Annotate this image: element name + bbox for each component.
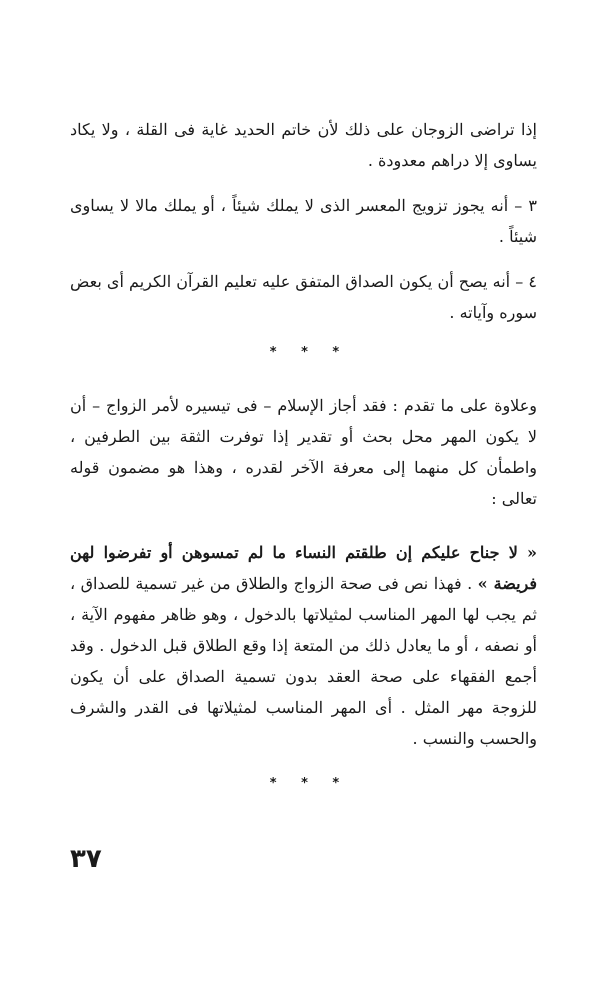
paragraph-point-4: ٤ – أنه يصح أن يكون الصداق المتفق عليه تعليم القرآن الكريم أى بعض سوره وآياته . — [70, 272, 537, 322]
verse-commentary: . فهذا نص فى صحة الزواج والطلاق من غير تسمية للصداق ، ثم يجب لها المهر المناسب لمثيلاتها بالدخول ، وهو ظاهر مفهوم الآية ، أو نصفه ، أو ما يعادل ذلك من المتعة إذا وقع الطلاق قبل الدخول . وقد أجمع الفقهاء على صحة العقد بدون تسمية الصداق على أن يكون للزوجة مهر المثل . أى المهر المناسب لمثيلاتها فى القدر والشرف والحسب والنسب . — [70, 574, 537, 748]
quran-quote: « لا جناح عليكم إن طلقتم النساء ما لم تمسوهن أو تفرضوا لهن فريضة » — [70, 543, 538, 593]
section-separator-end: * * * — [269, 776, 350, 791]
paragraph-point-3: ٣ – أنه يجوز تزويج المعسر الذى لا يملك شيئاً ، أو يملك مالا لا يساوى شيئاً . — [70, 196, 537, 246]
page-number: ٣٧ — [70, 844, 102, 874]
paragraph-continued: إذا تراضى الزوجان على ذلك لأن خاتم الحديد غاية فى القلة ، ولا يكاد يساوى إلا دراهم معدودة . — [70, 120, 537, 170]
section-separator: * * * — [269, 345, 350, 360]
paragraph-quran-verse — [70, 537, 537, 754]
paragraph-additionally: وعلاوة على ما تقدم : فقد أجاز الإسلام – فى تيسيره لأمر الزواج – أن لا يكون المهر محل بحث أو تقدير إذا توفرت الثقة بين الطرفين ، واطمأن كل منهما إلى معرفة الآخر لقدره ، وهذا هو مضمون قوله تعالى : — [70, 396, 538, 508]
